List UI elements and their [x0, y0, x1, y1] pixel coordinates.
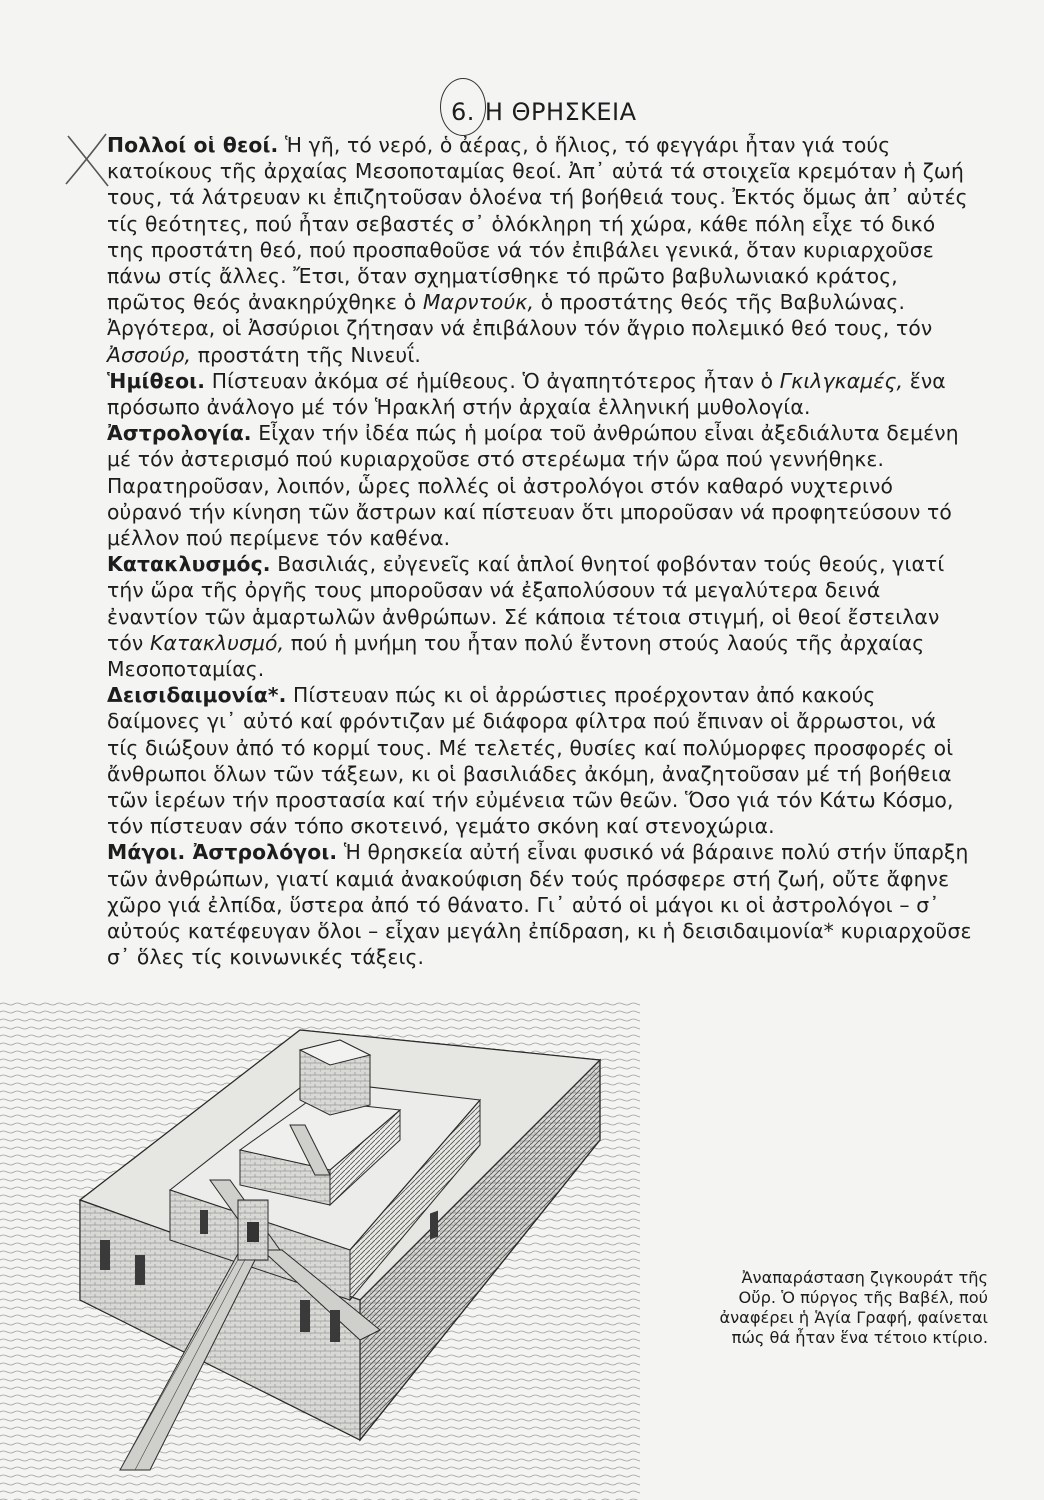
text-segment: Ἡ γῆ, τό νερό, ὁ ἀέρας, ὁ ἥλιος, τό φεγγάρι ἦταν γιά τούς κατοίκους τῆς ἀρχαίας Μεσοποταμίας θεοί. Ἀπ᾽ αὐτά τά στοιχεῖα κρεμόταν ἡ ζωή τους, τά λάτρευαν κι ἐπιζητοῦσαν ὁλοένα τή βοήθειά τους. Ἐκτός ὅμως ἀπ᾽ αὐτές τίς θεότητες, πού ἦταν σεβαστές σ᾽ ὁλόκληρη τή χώρα, κάθε πόλη εἶχε τό δικό της προστάτη θεό, πού προσπαθοῦσε νά τόν ἐπιβάλει γενικά, ὅταν κυριαρχοῦσε πάνω στίς ἄλλες. Ἔτσι, ὅταν σχηματίσθηκε τό πρῶτο βαβυλωνιακό κράτος, πρῶτος θεός ἀνακηρύχθηκε ὁ [107, 133, 968, 315]
section-term: Μάγοι. Ἀστρολόγοι. [107, 840, 338, 865]
text-segment: Πίστευαν πώς κι οἱ ἀρρώστιες προέρχονταν ἀπό κακούς δαίμονες γι᾽ αὐτό καί φρόντιζαν μέ διάφορα φίλτρα πού ἔπιναν οἱ ἄρρωστοι, νά τίς διώξουν ἀπό τό κορμί τους. Μέ τελετές, θυσίες καί πολύμορφες προσφορές οἱ ἄνθρωποι ὅλων τῶν τάξεων, κι οἱ βασιλιάδες ἀκόμη, ἀναζητοῦσαν μέ τή βοήθεια τῶν ἱερέων τήν προστασία καί τήν εὐμένεια τῶν θεῶν. Ὅσο γιά τόν Κάτω Κόσμο, τόν πίστευαν σάν τόπο σκοτεινό, γεμάτο σκόνη καί στενοχώρια. [107, 683, 954, 839]
text-segment-italic: Μαρντούκ, [422, 290, 535, 315]
caption-line: πώς θά ἦταν ἕνα τέτοιο κτίριο. [731, 1328, 988, 1347]
chapter-number: 6. [451, 98, 475, 126]
section-superstition [107, 682, 973, 839]
figure-caption [668, 1268, 988, 1348]
text-segment-italic: Ἀσσούρ, [107, 342, 192, 367]
text-segment: Ἡ θρησκεία αὐτή εἶναι φυσικό νά βάραινε πολύ στήν ὕπαρξη τῶν ἀνθρώπων, γιατί καμιά ἀνακούφιση δέν τούς πρόσφερε στή ζωή, οὔτε ἄφηνε χῶρο γιά ἐλπίδα, ὕστερα ἀπό τό θάνατο. Γι᾽ αὐτό οἱ μάγοι κι οἱ ἀστρολόγοι – σ᾽ αὐτούς κατέφευγαν ὅλοι – εἶχαν μεγάλη ἐπίδραση, κι ἡ δεισιδαιμονία* κυριαρχοῦσε σ᾽ ὅλες τίς κοινωνικές τάξεις. [107, 840, 972, 970]
chapter-title: Η ΘΡΗΣΚΕΙΑ [484, 98, 637, 126]
section-astrology [107, 420, 973, 551]
text-segment: Εἶχαν τήν ἰδέα πώς ἡ μοίρα τοῦ ἀνθρώπου εἶναι ἀξεδιάλυτα δεμένη μέ τόν ἀστερισμό πού κυριαρχοῦσε στό στερέωμα τήν ὥρα πού γεννήθηκε. Παρατηροῦσαν, λοιπόν, ὧρες πολλές οἱ ἀστρολόγοι στόν καθαρό νυχτερινό οὐρανό τήν κίνηση τῶν ἄστρων καί πίστευαν ὅτι μποροῦσαν νά προφητεύσουν τό μέλλον πού περίμενε τόν καθένα. [107, 421, 959, 551]
section-flood [107, 551, 973, 682]
text-segment: πού ἡ μνήμη του ἦταν πολύ ἔντονη στούς λαούς τῆς ἀρχαίας Μεσοποταμίας. [107, 630, 925, 682]
section-demigods [107, 368, 973, 420]
section-term: Πολλοί οἱ θεοί. [107, 133, 279, 157]
caption-line: ἀναφέρει ἡ Ἁγία Γραφή, φαίνεται [719, 1308, 988, 1327]
caption-line: Οὔρ. Ὁ πύργος τῆς Βαβέλ, πού [738, 1288, 988, 1307]
text-segment: ἕνα πρόσωπο ἀνάλογο μέ τόν Ἡρακλή στήν ἀρχαία ἑλληνική μυθολογία. [107, 368, 946, 420]
section-term: Κατακλυσμός. [107, 552, 271, 577]
text-segment-italic: Γκιλγκαμές, [779, 368, 904, 393]
section-term: Ἀστρολογία. [107, 421, 252, 446]
section-term: Ἡμίθεοι. [107, 368, 206, 393]
article-body [107, 132, 973, 971]
text-segment: προστάτη τῆς Νινευΐ. [191, 342, 421, 367]
section-term: Δεισιδαιμονία*. [107, 683, 287, 708]
chapter-heading [440, 98, 637, 126]
text-segment-italic: Κατακλυσμό, [150, 630, 285, 655]
text-segment: ὁ προστάτης θεός τῆς Βαβυλώνας. Ἀργότερα, οἱ Ἀσσύριοι ζήτησαν νά ἐπιβάλουν τόν ἄγριο πολεμικό θεό τους, τόν [107, 290, 933, 341]
section-gods [107, 132, 973, 368]
text-segment: Πίστευαν ἀκόμα σέ ἡμίθεους. Ὁ ἀγαπητότερος ἦταν ὁ [205, 368, 780, 393]
caption-line: Ἀναπαράσταση ζιγκουράτ τῆς [741, 1268, 988, 1287]
section-magi [107, 839, 973, 970]
ziggurat-illustration [0, 1000, 640, 1500]
text-segment: Βασιλιάς, εὐγενεῖς καί ἁπλοί θνητοί φοβόνταν τούς θεούς, γιατί τήν ὥρα τῆς ὀργῆς τους μποροῦσαν νά ἐξαπολύσουν τά μεγαλύτερα δεινά ἐναντίον τῶν ἁμαρτωλῶν ἀνθρώπων. Σέ κάποια τέτοια στιγμή, οἱ θεοί ἔστειλαν τόν [107, 552, 945, 655]
